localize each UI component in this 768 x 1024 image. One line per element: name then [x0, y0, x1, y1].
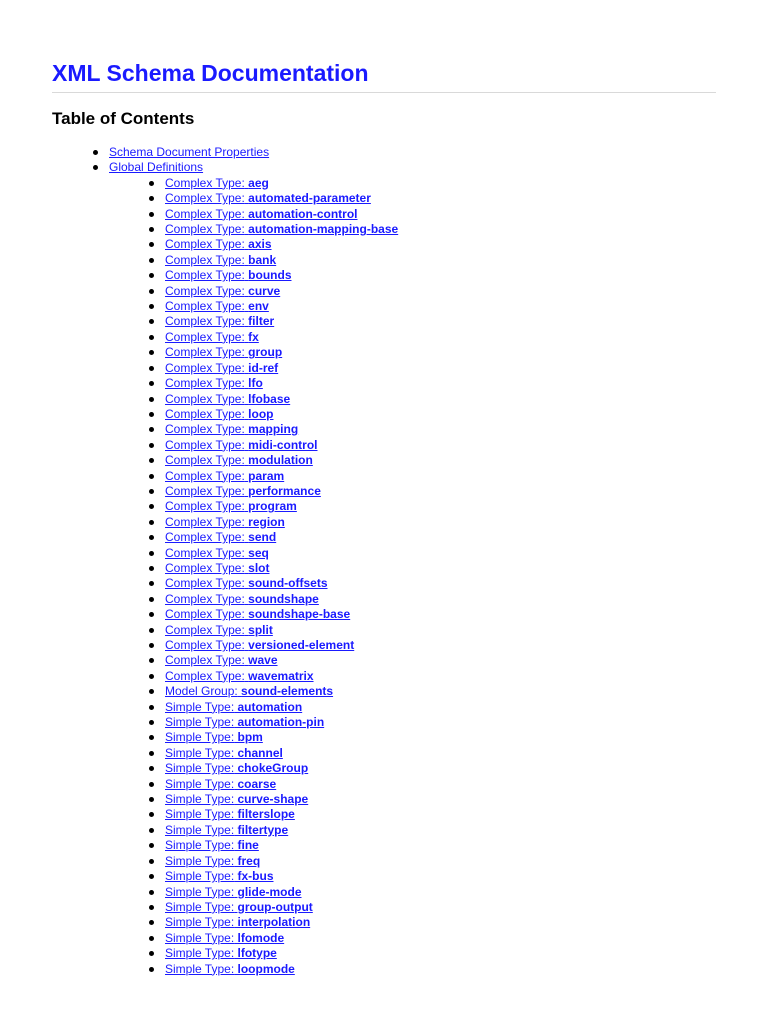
definition-link[interactable]: [165, 484, 321, 498]
definition-name: automation-pin: [237, 715, 325, 730]
bullet-icon: [149, 920, 154, 925]
definition-name: channel: [237, 745, 283, 760]
definition-name: param: [248, 468, 285, 483]
definition-kind: Simple Type:: [165, 699, 235, 714]
definition-link[interactable]: [165, 237, 272, 251]
bullet-icon: [149, 720, 154, 725]
definition-kind: Simple Type:: [165, 761, 235, 776]
definition-link[interactable]: [165, 915, 310, 929]
definition-link[interactable]: [165, 191, 371, 205]
definition-kind: Complex Type:: [165, 422, 245, 437]
list-item: [52, 623, 716, 638]
definition-name: axis: [248, 237, 272, 252]
definition-kind: Simple Type:: [165, 807, 235, 822]
bullet-icon: [149, 289, 154, 294]
bullet-icon: [149, 828, 154, 833]
bullet-icon: [149, 735, 154, 740]
definition-kind: Complex Type:: [165, 376, 245, 391]
definition-kind: Complex Type:: [165, 591, 245, 606]
bullet-icon: [149, 535, 154, 540]
definition-name: modulation: [248, 453, 313, 468]
bullet-icon: [149, 366, 154, 371]
definition-kind: Complex Type:: [165, 345, 245, 360]
definition-link[interactable]: [165, 222, 398, 236]
definition-name: loop: [248, 406, 274, 421]
definition-kind: Complex Type:: [165, 222, 245, 237]
definition-link[interactable]: [165, 438, 318, 452]
definition-name: sound-elements: [241, 684, 334, 699]
list-item: [52, 515, 716, 530]
list-item: [52, 962, 716, 977]
definition-name: performance: [248, 483, 321, 498]
toc-item-schema-properties: [52, 145, 716, 160]
list-item: [52, 176, 716, 191]
definition-name: seq: [248, 545, 269, 560]
bullet-icon: [93, 165, 98, 170]
definition-kind: Complex Type:: [165, 483, 245, 498]
list-item: [52, 807, 716, 822]
definition-name: filtertype: [237, 822, 289, 837]
bullet-icon: [149, 381, 154, 386]
definition-link[interactable]: [165, 314, 274, 328]
definition-kind: Complex Type:: [165, 206, 245, 221]
definition-link[interactable]: [165, 253, 276, 267]
definition-name: sound-offsets: [248, 576, 328, 591]
definition-link[interactable]: [165, 823, 288, 837]
definition-link[interactable]: [165, 761, 308, 775]
definition-kind: Complex Type:: [165, 237, 245, 252]
definition-name: wavematrix: [248, 668, 314, 683]
list-item: [52, 407, 716, 422]
definition-name: midi-control: [248, 437, 318, 452]
bullet-icon: [149, 936, 154, 941]
definition-kind: Complex Type:: [165, 607, 245, 622]
toc-item-global-definitions: [52, 160, 716, 977]
definition-link[interactable]: [165, 946, 277, 960]
bullet-icon: [149, 967, 154, 972]
definition-kind: Complex Type:: [165, 468, 245, 483]
definition-link[interactable]: [165, 392, 290, 406]
definition-name: lfomode: [237, 930, 285, 945]
definition-link[interactable]: [165, 900, 313, 914]
list-item: [52, 253, 716, 268]
definition-kind: Complex Type:: [165, 437, 245, 452]
definition-kind: Complex Type:: [165, 314, 245, 329]
definition-name: wave: [248, 653, 278, 668]
definition-kind: Simple Type:: [165, 792, 235, 807]
bullet-icon: [149, 812, 154, 817]
definition-name: bpm: [237, 730, 263, 745]
definition-name: automated-parameter: [248, 191, 371, 206]
bullet-icon: [149, 689, 154, 694]
definition-kind: Simple Type:: [165, 915, 235, 930]
definition-name: chokeGroup: [237, 761, 309, 776]
bullet-icon: [149, 304, 154, 309]
definition-kind: Complex Type:: [165, 191, 245, 206]
bullet-icon: [149, 227, 154, 232]
list-item: [52, 838, 716, 853]
definition-kind: Complex Type:: [165, 299, 245, 314]
list-item: [52, 392, 716, 407]
list-item: [52, 715, 716, 730]
definition-name: filter: [248, 314, 275, 329]
definition-kind: Simple Type:: [165, 884, 235, 899]
toc-link-schema-properties[interactable]: Schema Document Properties: [109, 145, 270, 159]
definition-name: versioned-element: [248, 638, 355, 652]
bullet-icon: [149, 674, 154, 679]
list-item: [52, 592, 716, 607]
definition-kind: Complex Type:: [165, 268, 245, 283]
bullet-icon: [149, 489, 154, 494]
bullet-icon: [149, 273, 154, 278]
definition-link[interactable]: [165, 607, 350, 621]
definition-name: glide-mode: [237, 884, 302, 899]
definition-name: automation-control: [248, 206, 358, 221]
definition-kind: Simple Type:: [165, 899, 235, 914]
bullet-icon: [149, 319, 154, 324]
definition-name: automation-mapping-base: [248, 222, 399, 237]
definition-link[interactable]: [165, 268, 292, 282]
list-item: [52, 638, 716, 653]
list-item: [52, 576, 716, 591]
list-item: [52, 469, 716, 484]
definition-link[interactable]: [165, 592, 319, 606]
list-item: [52, 530, 716, 545]
definition-kind: Simple Type:: [165, 822, 235, 837]
definition-kind: Complex Type:: [165, 360, 245, 375]
bullet-icon: [149, 566, 154, 571]
global-definitions-list: [52, 176, 716, 977]
list-item: [52, 438, 716, 453]
list-item: [52, 931, 716, 946]
bullet-icon: [149, 258, 154, 263]
definition-link[interactable]: [165, 792, 308, 806]
definition-kind: Complex Type:: [165, 283, 245, 298]
definition-link[interactable]: [165, 469, 284, 483]
definition-name: group: [248, 345, 283, 360]
definition-name: lfobase: [248, 391, 291, 406]
list-item: [52, 499, 716, 514]
bullet-icon: [149, 350, 154, 355]
definition-link[interactable]: [165, 869, 274, 883]
list-item: [52, 746, 716, 761]
definition-name: fine: [237, 838, 259, 853]
definition-link[interactable]: [165, 576, 328, 590]
list-item: [52, 361, 716, 376]
definition-link[interactable]: [165, 962, 295, 976]
definition-name: program: [248, 499, 297, 514]
bullet-icon: [149, 581, 154, 586]
definition-link[interactable]: [165, 700, 302, 714]
definition-kind: Complex Type:: [165, 622, 245, 637]
definition-link[interactable]: [165, 838, 259, 852]
bullet-icon: [149, 628, 154, 633]
bullet-icon: [149, 905, 154, 910]
definition-link[interactable]: [165, 653, 278, 667]
definition-kind: Simple Type:: [165, 776, 235, 791]
definition-link[interactable]: [165, 746, 283, 760]
definition-name: split: [248, 622, 273, 637]
definition-kind: Complex Type:: [165, 545, 245, 560]
title-divider: [52, 92, 716, 93]
list-item: [52, 854, 716, 869]
list-item: [52, 777, 716, 792]
definition-link[interactable]: [165, 330, 259, 344]
definition-link[interactable]: [165, 684, 333, 698]
page-title: XML Schema Documentation: [52, 60, 369, 86]
list-item: [52, 761, 716, 776]
definition-link[interactable]: [165, 931, 284, 945]
definition-link[interactable]: [165, 730, 263, 744]
bullet-icon: [149, 874, 154, 879]
bullet-icon: [149, 458, 154, 463]
bullet-icon: [149, 766, 154, 771]
definition-kind: Complex Type:: [165, 175, 245, 190]
definition-link[interactable]: [165, 176, 269, 190]
definition-name: interpolation: [237, 915, 311, 930]
list-item: [52, 207, 716, 222]
bullet-icon: [149, 797, 154, 802]
list-item: [52, 946, 716, 961]
list-item: [52, 869, 716, 884]
list-item: [52, 237, 716, 252]
definition-link[interactable]: [165, 515, 285, 529]
bullet-icon: [149, 427, 154, 432]
definition-name: lfotype: [237, 946, 277, 961]
definition-name: bounds: [248, 268, 292, 283]
bullet-icon: [149, 612, 154, 617]
list-item: [52, 484, 716, 499]
definition-kind: Simple Type:: [165, 745, 235, 760]
definition-kind: Complex Type:: [165, 406, 245, 421]
definition-link[interactable]: [165, 530, 276, 544]
bullet-icon: [149, 443, 154, 448]
list-item: [52, 730, 716, 745]
definition-kind: Complex Type:: [165, 453, 245, 468]
bullet-icon: [149, 196, 154, 201]
definition-link[interactable]: [165, 777, 276, 791]
definition-name: env: [248, 299, 269, 314]
list-item: [52, 915, 716, 930]
definition-kind: Complex Type:: [165, 668, 245, 683]
list-item: [52, 299, 716, 314]
definition-name: fx: [248, 329, 259, 344]
definition-name: curve: [248, 283, 281, 298]
definition-link[interactable]: [165, 299, 269, 313]
list-item: [52, 700, 716, 715]
bullet-icon: [149, 643, 154, 648]
definition-name: freq: [237, 853, 261, 868]
definition-name: curve-shape: [237, 792, 309, 807]
list-item: [52, 268, 716, 283]
definition-name: fx-bus: [237, 869, 274, 884]
toc-group-head: [52, 160, 716, 175]
definition-name: aeg: [248, 175, 269, 190]
definition-name: group-output: [237, 899, 313, 914]
list-item: [52, 284, 716, 299]
bullet-icon: [149, 658, 154, 663]
list-item: [52, 345, 716, 360]
definition-name: coarse: [237, 776, 277, 791]
list-item: [52, 546, 716, 561]
list-item: [52, 422, 716, 437]
definition-name: mapping: [248, 422, 299, 437]
list-item: [52, 900, 716, 915]
bullet-icon: [149, 597, 154, 602]
definition-kind: Complex Type:: [165, 560, 245, 575]
list-item: [52, 885, 716, 900]
definition-link[interactable]: [165, 885, 302, 899]
bullet-icon: [93, 150, 98, 155]
definition-link[interactable]: [165, 638, 354, 652]
bullet-icon: [149, 951, 154, 956]
bullet-icon: [149, 242, 154, 247]
definition-kind: Complex Type:: [165, 638, 245, 652]
bullet-icon: [149, 705, 154, 710]
definition-link[interactable]: [165, 376, 263, 390]
definition-link[interactable]: [165, 715, 324, 729]
list-item: [52, 653, 716, 668]
bullet-icon: [149, 504, 154, 509]
toc-link-global-definitions[interactable]: Global Definitions: [109, 160, 204, 175]
list-item: [52, 684, 716, 699]
definition-kind: Complex Type:: [165, 576, 245, 591]
definition-kind: Complex Type:: [165, 391, 245, 406]
bullet-icon: [149, 212, 154, 217]
definition-name: automation: [237, 699, 303, 714]
list-item: [52, 330, 716, 345]
definition-link[interactable]: [165, 207, 358, 221]
definition-kind: Complex Type:: [165, 514, 245, 529]
definition-name: send: [248, 530, 277, 545]
bullet-icon: [149, 782, 154, 787]
definition-kind: Simple Type:: [165, 730, 235, 745]
definition-kind: Simple Type:: [165, 838, 235, 853]
definition-kind: Simple Type:: [165, 961, 235, 976]
definition-name: soundshape: [248, 591, 319, 606]
toc-heading: Table of Contents: [52, 109, 195, 128]
definition-name: filterslope: [237, 807, 295, 822]
list-item: [52, 823, 716, 838]
definition-kind: Complex Type:: [165, 329, 245, 344]
bullet-icon: [149, 474, 154, 479]
definition-name: bank: [248, 252, 277, 267]
list-item: [52, 792, 716, 807]
document-page: [52, 0, 716, 977]
bullet-icon: [149, 551, 154, 556]
definition-kind: Simple Type:: [165, 869, 235, 884]
bullet-icon: [149, 335, 154, 340]
definition-link[interactable]: [165, 284, 280, 298]
list-item: [52, 191, 716, 206]
definition-kind: Simple Type:: [165, 853, 235, 868]
bullet-icon: [149, 181, 154, 186]
definition-link[interactable]: [165, 561, 270, 575]
list-item: [52, 376, 716, 391]
definition-link[interactable]: [165, 669, 314, 683]
definition-name: region: [248, 514, 285, 529]
list-item: [52, 314, 716, 329]
definition-kind: Complex Type:: [165, 499, 245, 514]
definition-link[interactable]: [165, 807, 295, 821]
list-item: [52, 607, 716, 622]
definition-link[interactable]: [165, 345, 282, 359]
definition-link[interactable]: [165, 623, 273, 637]
definition-name: loopmode: [237, 961, 295, 976]
definition-kind: Model Group:: [165, 684, 238, 699]
definition-link[interactable]: [165, 499, 297, 513]
definition-link[interactable]: [165, 407, 274, 421]
definition-kind: Simple Type:: [165, 930, 235, 945]
definition-kind: Simple Type:: [165, 715, 235, 730]
definition-kind: Complex Type:: [165, 252, 245, 267]
definition-kind: Complex Type:: [165, 653, 245, 668]
bullet-icon: [149, 751, 154, 756]
list-item: [52, 669, 716, 684]
bullet-icon: [149, 520, 154, 525]
bullet-icon: [149, 890, 154, 895]
list-item: [52, 222, 716, 237]
definition-name: lfo: [248, 376, 263, 391]
bullet-icon: [149, 397, 154, 402]
bullet-icon: [149, 843, 154, 848]
definition-kind: Complex Type:: [165, 530, 245, 545]
definition-link[interactable]: [165, 453, 313, 467]
definition-link[interactable]: [165, 422, 298, 436]
definition-kind: Simple Type:: [165, 946, 235, 961]
bullet-icon: [149, 412, 154, 417]
list-item: [52, 453, 716, 468]
definition-name: id-ref: [248, 360, 279, 375]
bullet-icon: [149, 859, 154, 864]
list-item: [52, 561, 716, 576]
definition-name: soundshape-base: [248, 607, 351, 622]
definition-link[interactable]: [165, 854, 260, 868]
definition-link[interactable]: [165, 361, 278, 375]
toc-list: [52, 145, 716, 977]
definition-link[interactable]: [165, 546, 269, 560]
definition-name: slot: [248, 560, 270, 575]
